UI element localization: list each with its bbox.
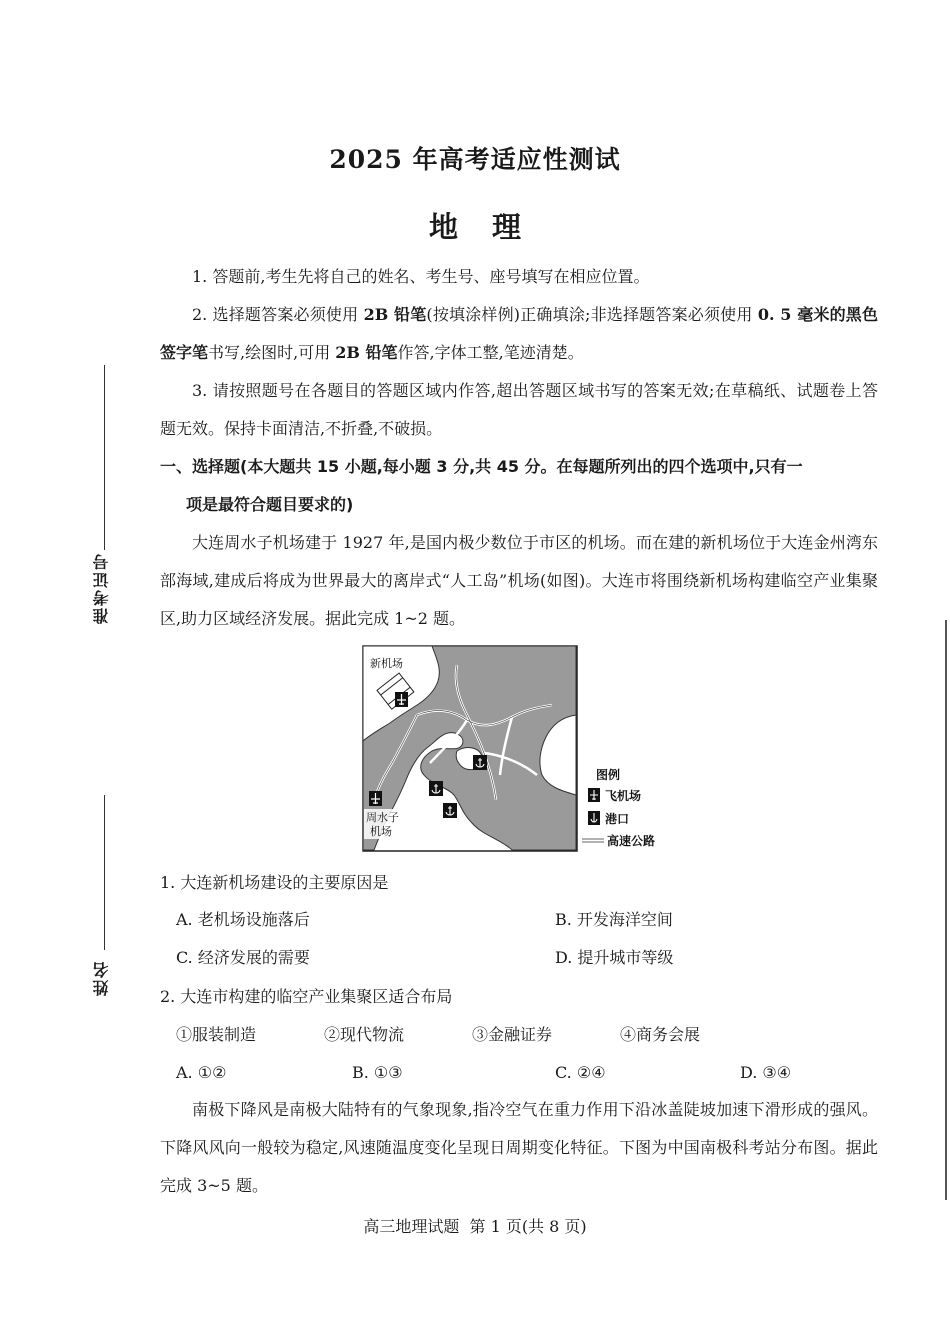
q2-item-2: ②现代物流 <box>324 1025 405 1044</box>
old-airport-symbol <box>369 791 382 806</box>
legend-airport-icon <box>588 788 600 802</box>
q1-option-a[interactable]: A. 老机场设施落后 <box>176 910 310 929</box>
page-edge-line <box>945 620 947 1200</box>
new-airport-label: 新机场 <box>370 657 403 670</box>
legend-port-icon <box>588 811 600 825</box>
instruction-1: 1. 答题前,考生先将自己的姓名、考生号、座号填写在相应位置。 <box>192 267 650 286</box>
port-symbol-3 <box>443 803 457 818</box>
exam-title: 2025 年高考适应性测试 <box>329 145 621 174</box>
passage-2: 南极下降风是南极大陆特有的气象现象,指冷空气在重力作用下沿冰盖陡坡加速下滑形成的强风。下降风风向一般较为稳定,风速随温度变化呈现日周期变化特征。下图为中国南极科考站分布图。据此完成 3~5 题。 <box>160 1100 878 1195</box>
exam-number-label: 准考证号 <box>92 552 111 624</box>
q2-option-d[interactable]: D. ③④ <box>740 1063 792 1082</box>
name-label: 姓名 <box>92 960 111 996</box>
name-line <box>104 795 105 950</box>
q2-option-a[interactable]: A. ①② <box>176 1063 227 1082</box>
legend-title: 图例 <box>596 768 621 782</box>
page-footer: 高三地理试题 第 1 页(共 8 页) <box>363 1217 587 1236</box>
exam-number-line <box>104 365 105 550</box>
new-airport-symbol <box>395 692 408 707</box>
legend-highway-line <box>582 839 604 842</box>
question-2-stem: 2. 大连市构建的临空产业集聚区适合布局 <box>160 987 453 1006</box>
instruction-3: 3. 请按照题号在各题目的答题区域内作答,超出答题区域书写的答案无效;在草稿纸、试题卷上答题无效。保持卡面清洁,不折叠,不破损。 <box>160 381 878 438</box>
old-airport-label-1: 周水子 <box>366 811 399 824</box>
section-heading: 一、选择题(本大题共 15 小题,每小题 3 分,共 45 分。在每题所列出的四个选项中,只有一 项是最符合题目要求的) <box>160 457 803 514</box>
port-symbol-2 <box>429 781 443 796</box>
port-symbol-1 <box>473 755 487 770</box>
q1-option-b[interactable]: B. 开发海洋空间 <box>555 910 673 929</box>
legend-port-label: 港口 <box>605 812 630 826</box>
q2-item-3: ③金融证券 <box>472 1025 553 1044</box>
question-1-stem: 1. 大连新机场建设的主要原因是 <box>160 873 389 892</box>
legend-highway-label: 高速公路 <box>607 834 656 848</box>
instruction-2: 2. 选择题答案必须使用 2B 铅笔(按填涂样例)正确填涂;非选择题答案必须使用 0. 5 毫米的黑色签字笔书写,绘图时,可用 2B 铅笔作答,字体工整,笔迹清楚。 <box>160 305 878 362</box>
dalian-airport-map <box>362 645 682 855</box>
q2-option-c[interactable]: C. ②④ <box>555 1063 606 1082</box>
q2-item-1: ①服装制造 <box>176 1025 257 1044</box>
q1-option-d[interactable]: D. 提升城市等级 <box>555 948 674 967</box>
passage-1: 大连周水子机场建于 1927 年,是国内极少数位于市区的机场。而在建的新机场位于大连金州湾东部海域,建成后将成为世界最大的离岸式“人工岛”机场(如图)。大连市将围绕新机场构建临空产业集聚区,助力区域经济发展。据此完成 1~2 题。 <box>160 533 878 628</box>
q2-item-4: ④商务会展 <box>620 1025 701 1044</box>
q1-option-c[interactable]: C. 经济发展的需要 <box>176 948 310 967</box>
q2-option-b[interactable]: B. ①③ <box>352 1063 403 1082</box>
old-airport-label-2: 机场 <box>370 825 392 838</box>
subject-title: 地理 <box>428 210 555 244</box>
legend-airport-label: 飞机场 <box>605 789 642 803</box>
